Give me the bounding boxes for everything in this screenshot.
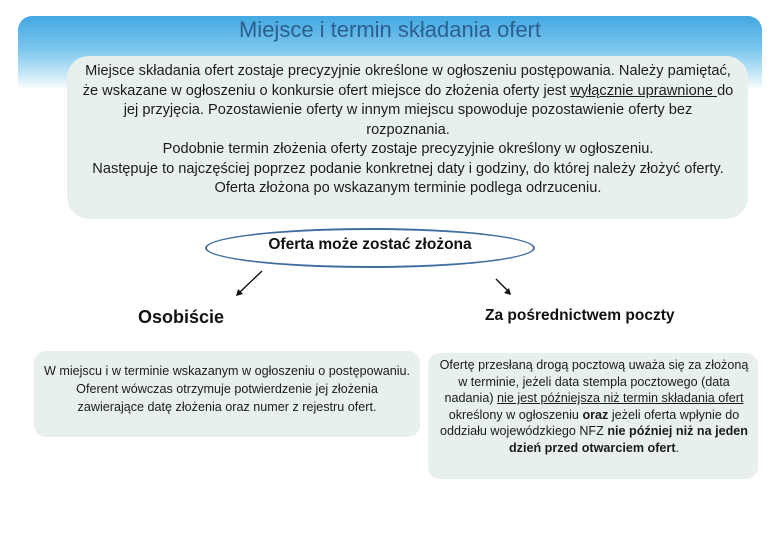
arrow-left bbox=[240, 271, 262, 292]
underlined-phrase: nie jest późniejsza niż termin składania ofert bbox=[497, 391, 744, 406]
info-paragraph-3: Następuje to najczęściej poprzez podanie konkretnej daty i godziny, do której należy złożyć oferty. Oferta złożona po wskazanym terminie podlega odrzuceniu. bbox=[92, 160, 724, 196]
oval-label: Oferta może zostać złożona bbox=[268, 236, 472, 253]
page-title: Miejsce i termin składania ofert bbox=[238, 17, 541, 42]
underlined-phrase: wyłącznie uprawnione bbox=[570, 82, 718, 99]
heading-by-post: Za pośrednictwem poczty bbox=[485, 307, 675, 324]
arrow-right-head bbox=[504, 288, 511, 295]
arrow-right bbox=[496, 279, 508, 291]
info-paragraph-2: Podobnie termin złożenia oferty zostaje precyzyjnie określony w ogłoszeniu. bbox=[162, 141, 654, 157]
info-paragraph-1: Miejsce składania ofert zostaje precyzyjnie określone w ogłoszeniu postępowania. Należy pamiętać, że wskazane w ogłoszeniu o konkursie ofert miejsce do złożenia oferty jest wyłącznie uprawnione do jej przyjęcia. Pozostawienie oferty w innym miejscu spowoduje pozostawienie oferty bez rozpoznania. bbox=[82, 63, 734, 138]
by-post-text: Ofertę przesłaną drogą pocztową uważa się za złożoną w terminie, jeżeli data stempla pocztowego (data nadania) nie jest późniejsza niż termin składania ofert określony w ogłoszeniu oraz jeżeli oferta wpłynie do oddziału wojewódzkiego NFZ nie później niż na jeden dzień przed otwarciem ofert. bbox=[439, 358, 749, 455]
heading-in-person: Osobiście bbox=[138, 307, 225, 327]
in-person-text: W miejscu i w terminie wskazanym w ogłoszeniu o postępowaniu. Oferent wówczas otrzymuje potwierdzenie jej złożenia zawierające datę złożenia oraz numer z rejestru ofert. bbox=[43, 364, 411, 414]
